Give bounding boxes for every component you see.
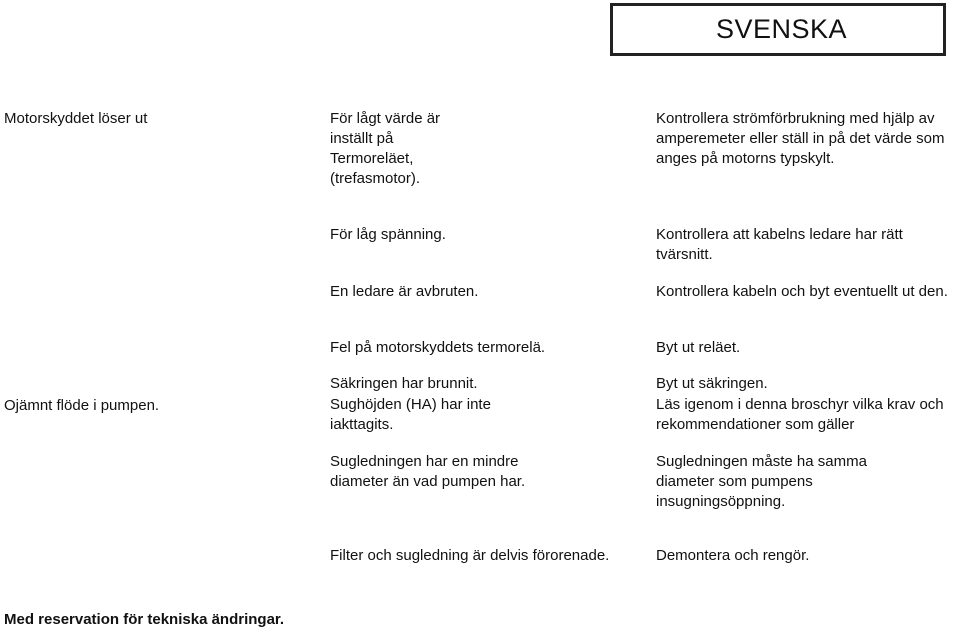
cause-broken-conductor: En ledare är avbruten. [330, 283, 479, 300]
cause-low-voltage: För låg spänning. [330, 226, 446, 243]
footer-disclaimer: Med reservation för tekniska ändringar. [4, 611, 285, 628]
remedy-check-cable: Kontrollera kabeln och byt eventuellt ut den. [656, 283, 948, 300]
language-label: SVENSKA [715, 14, 847, 44]
cause-fuse-blown: Säkringen har brunnit. [330, 375, 478, 392]
remedy-replace-fuse: Byt ut säkringen. [656, 375, 768, 392]
cause-suction-height: Sughöjden (HA) har inte iakttagits. [330, 396, 491, 433]
cause-thermal-relay-fault: Fel på motorskyddets termorelä. [330, 339, 546, 356]
cause-filter-dirty: Filter och sugledning är delvis förorenade. [330, 547, 610, 564]
cause-suction-line-diameter: Sugledningen har en mindre diameter än vad pumpen har. [330, 453, 526, 490]
remedy-clean: Demontera och rengör. [656, 547, 810, 564]
remedy-read-brochure: Läs igenom i denna broschyr vilka krav och rekommendationer som gäller [656, 396, 944, 433]
problem-uneven-flow: Ojämnt flöde i pumpen. [4, 397, 160, 414]
cause-low-setting: För lågt värde är inställt på Termoreläet, (trefasmotor). [330, 110, 441, 187]
remedy-replace-relay: Byt ut reläet. [656, 339, 741, 356]
problem-motor-protection: Motorskyddet löser ut [4, 110, 148, 127]
language-header [610, 3, 946, 56]
remedy-check-current: Kontrollera strömförbrukning med hjälp av amperemeter eller ställ in på det värde som anges på motorns typskylt. [656, 110, 945, 167]
remedy-suction-line-diameter: Sugledningen måste ha samma diameter som pumpens insugningsöppning. [656, 453, 867, 510]
remedy-check-conductor: Kontrollera att kabelns ledare har rätt tvärsnitt. [656, 226, 903, 263]
